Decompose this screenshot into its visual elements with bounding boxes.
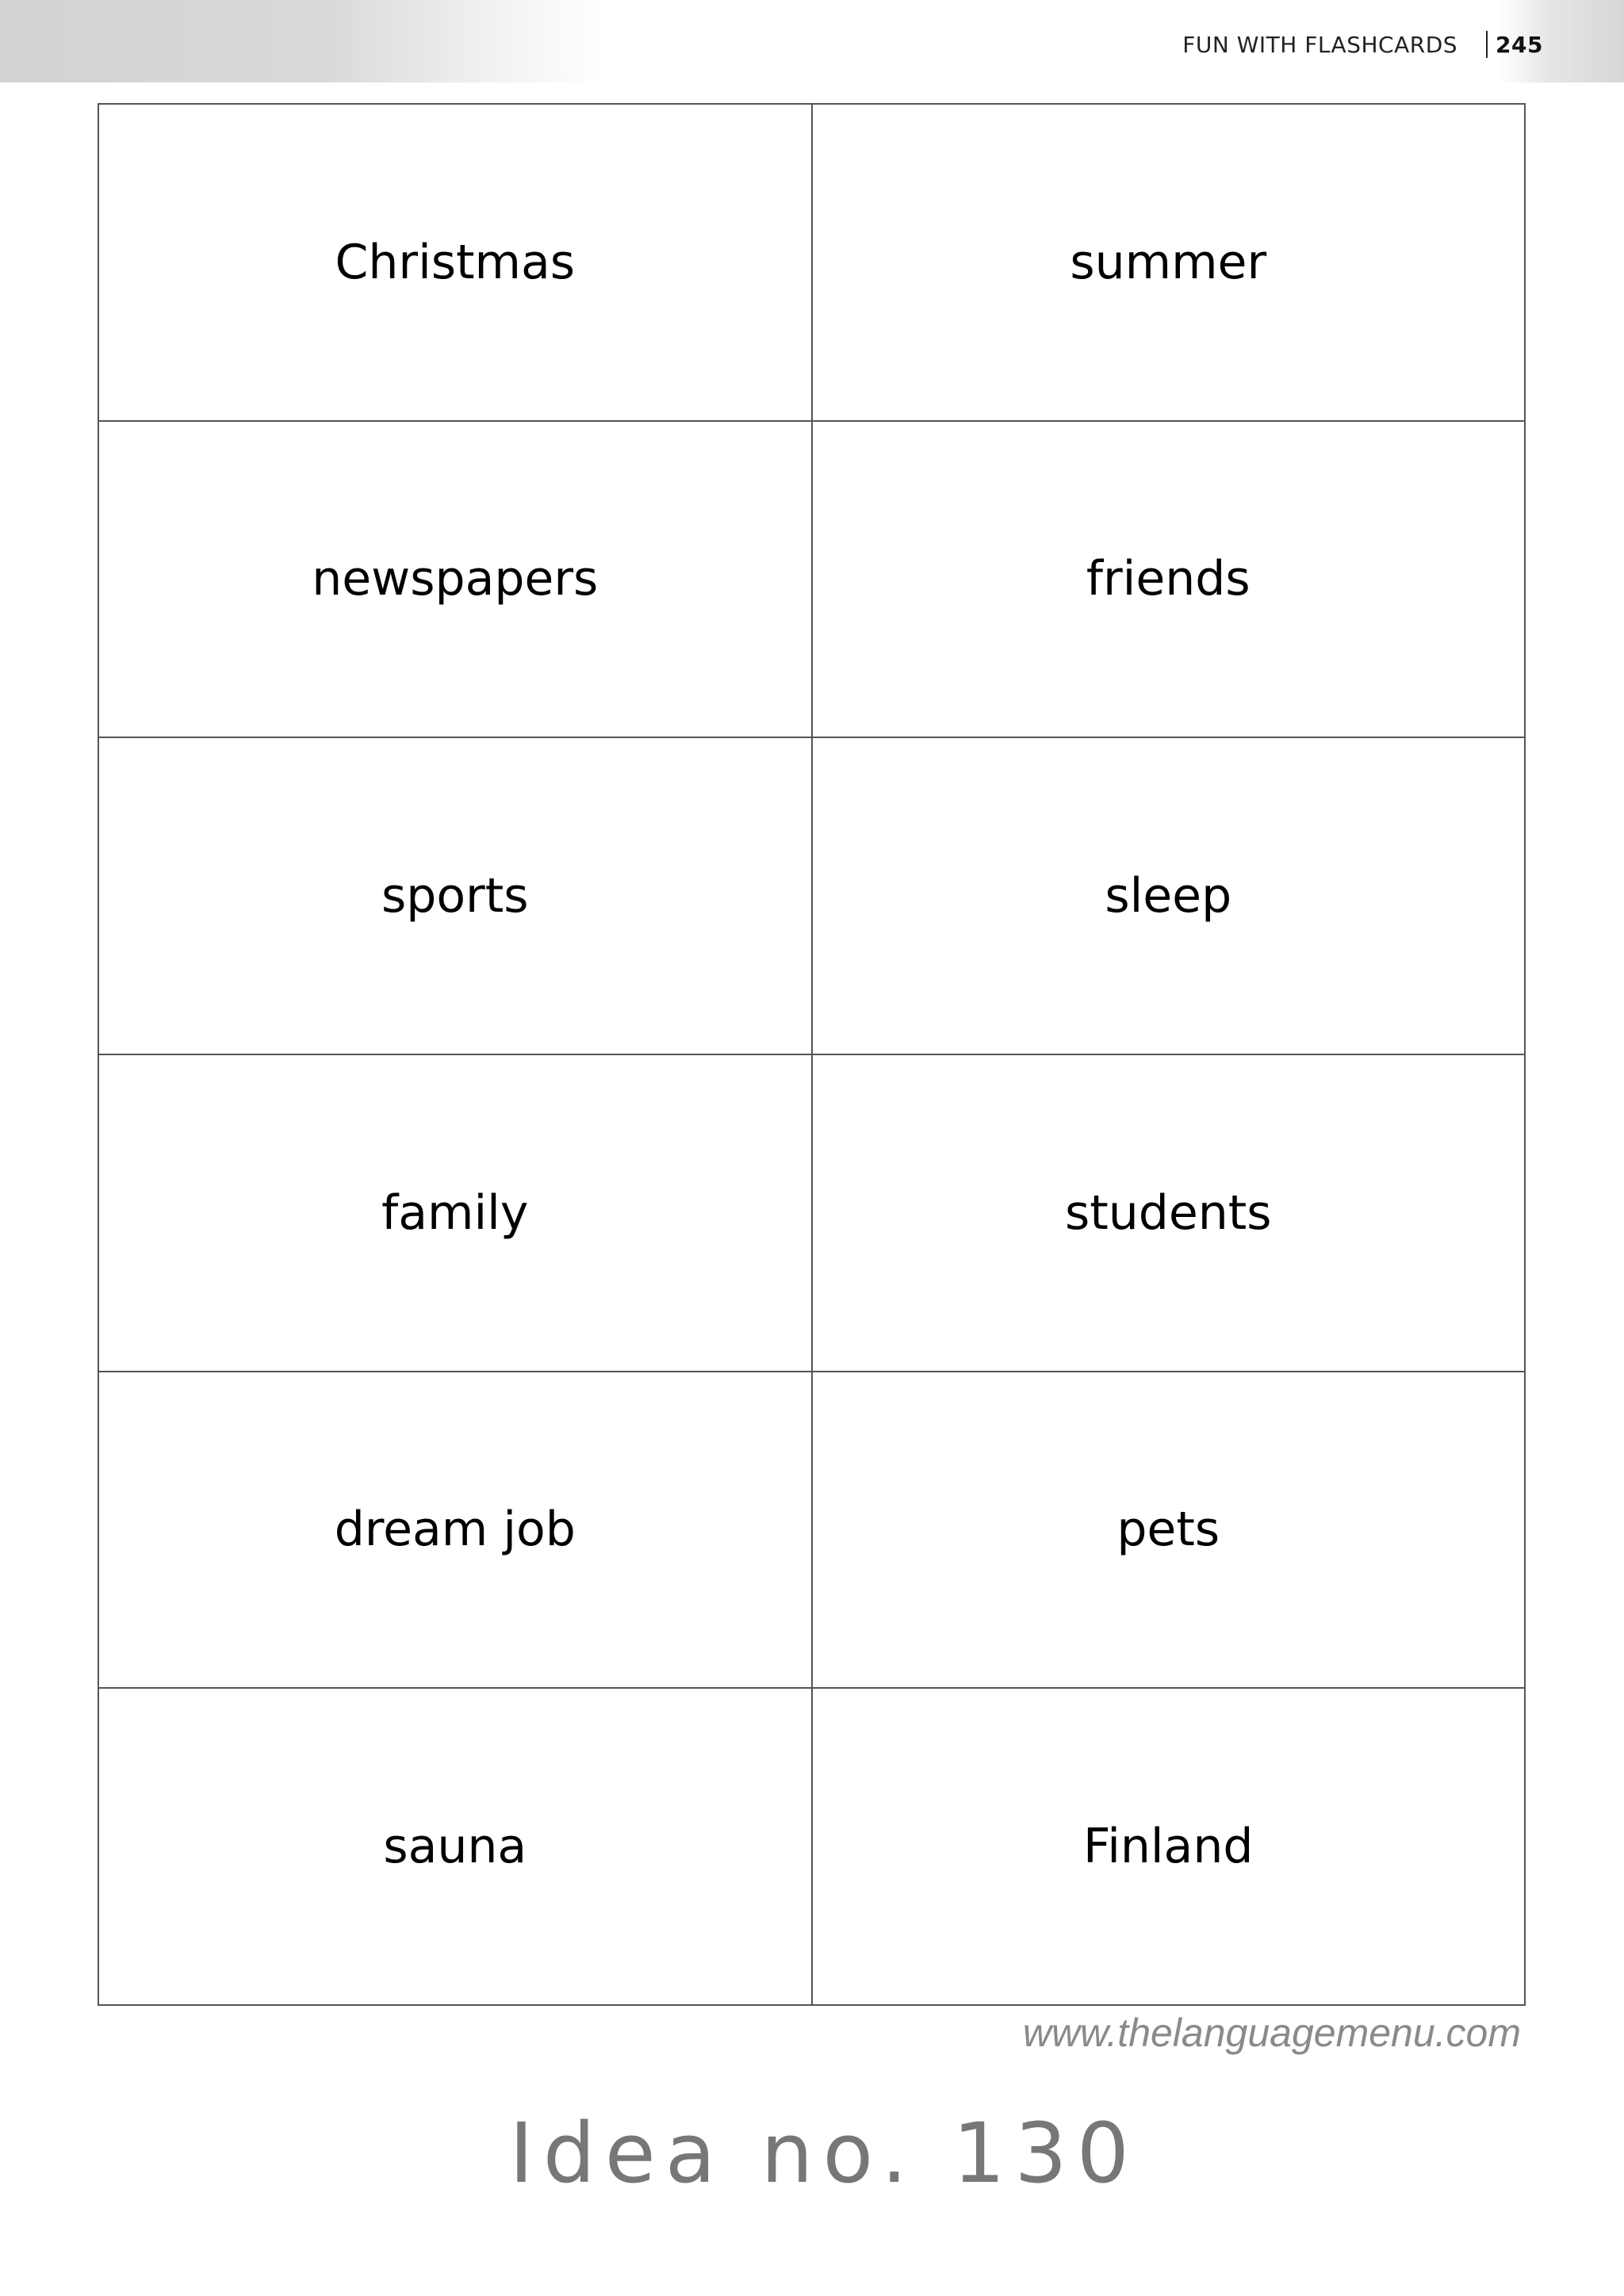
flashcard: Finland xyxy=(813,1689,1526,2006)
flashcard: newspapers xyxy=(99,422,813,739)
flashcard: dream job xyxy=(99,1372,813,1689)
running-head xyxy=(1182,29,1543,60)
flashcard: friends xyxy=(813,422,1526,739)
idea-label: Idea no. 130 xyxy=(509,2105,1139,2202)
flashcard: students xyxy=(813,1055,1526,1372)
page-number: 245 xyxy=(1496,31,1543,58)
flashcard: sauna xyxy=(99,1689,813,2006)
flashcard: family xyxy=(99,1055,813,1372)
flashcard: sleep xyxy=(813,738,1526,1055)
header-separator xyxy=(1486,31,1488,58)
flashcard: sports xyxy=(99,738,813,1055)
header-band xyxy=(0,0,603,82)
flashcard: pets xyxy=(813,1372,1526,1689)
flashcard: Christmas xyxy=(99,105,813,422)
flashcard-grid xyxy=(98,103,1526,2006)
website-url: www.thelanguagemenu.com xyxy=(1022,2011,1521,2055)
flashcard: summer xyxy=(813,105,1526,422)
running-title: FUN WITH FLASHCARDS xyxy=(1182,31,1458,58)
